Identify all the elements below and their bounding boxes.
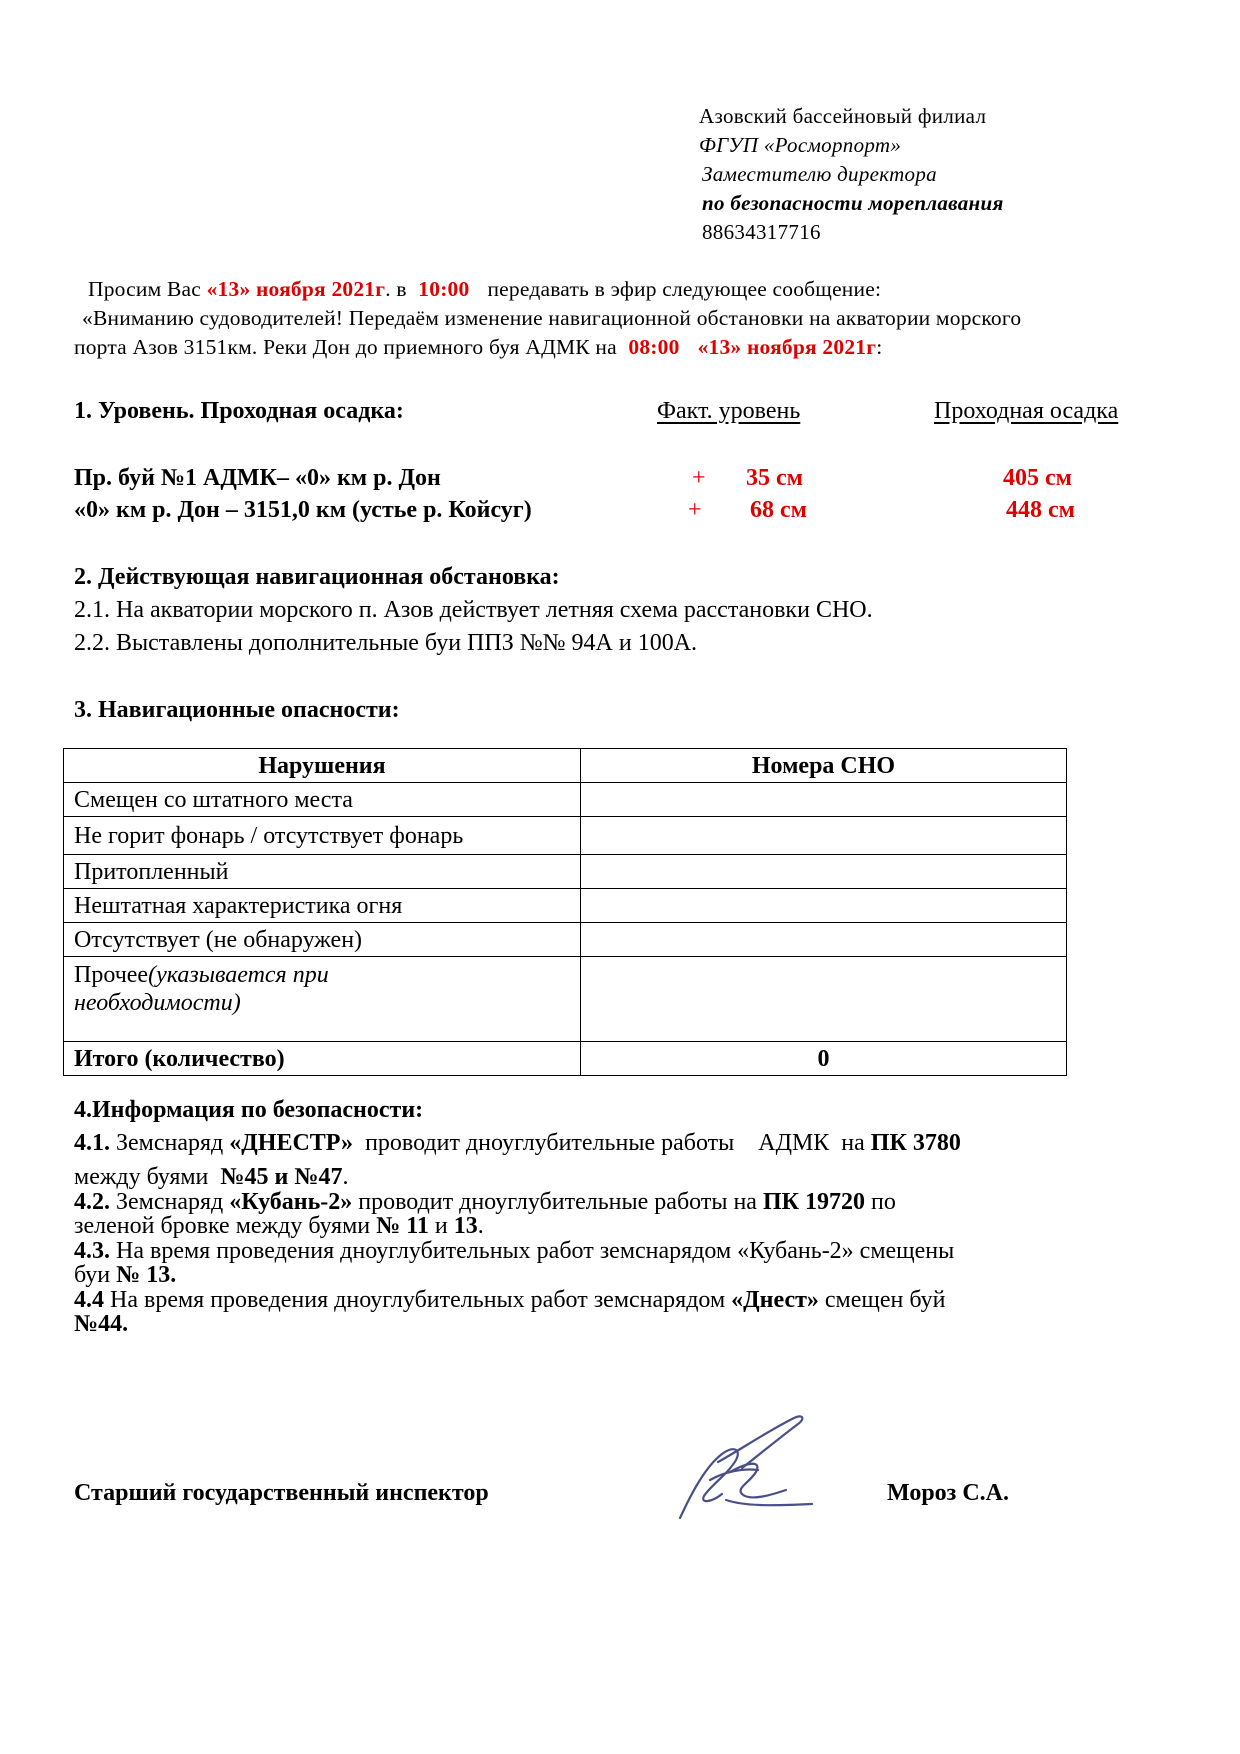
col-fact-level: Факт. уровень [657,398,801,424]
section4-item-1-cont [74,1164,348,1191]
section2-heading: 2. Действующая навигационная обстановка: [74,564,560,590]
addressee-line-2: ФГУП «Росморпорт» [699,133,902,157]
level-row-place: «0» км р. Дон – 3151,0 км (устье р. Койсуг) [74,497,532,523]
pk-value: ПК 19720 [762,1189,866,1215]
section3-heading: 3. Навигационные опасности: [74,697,400,723]
item-text: На время проведения дноуглубительных работ земснарядом «Кубань-2» смещены [110,1238,955,1264]
item-text: между буями [74,1164,221,1190]
request-text: передавать в эфир следующее сообщение: [487,277,882,301]
item-text: Земснаряд [110,1130,230,1156]
buoy-number: 13 [453,1213,478,1239]
table-header-sno: Номера СНО [581,749,1067,783]
table-cell-value [581,783,1067,817]
item-text: смещен буй [818,1287,946,1313]
table-cell-other-label [64,957,581,1042]
table-cell-value [581,855,1067,889]
item-text: . [477,1213,484,1239]
item-text: Земснаряд [110,1189,230,1215]
table-cell-label: Не горит фонарь / отсутствует фонарь [64,817,581,855]
addressee-phone: 88634317716 [702,220,821,244]
item-number: 4.3. [74,1238,110,1264]
table-row-other [64,957,1067,1042]
request-date: «13» ноября 2021г [697,335,877,359]
level-row-sign: + [692,465,706,491]
signatory-name: Мороз С.А. [887,1480,1009,1506]
other-note: необходимости) [74,990,241,1016]
table-row [64,783,1067,817]
section4-item-4 [74,1287,946,1314]
vessel-name: «Днест» [731,1287,819,1313]
item-text: проводит дноуглубительные работы АДМК на [353,1130,871,1156]
table-row [64,817,1067,855]
col-pass-draft: Проходная осадка [934,398,1119,424]
level-row-place: Пр. буй №1 АДМК– «0» км р. Дон [74,465,441,491]
request-time: 10:00 [418,277,470,301]
section4-item-4-cont [74,1311,128,1338]
section1-heading: 1. Уровень. Проходная осадка: [74,398,404,424]
section4-item-3-cont [74,1262,176,1289]
buoy-number: №44. [74,1311,129,1337]
level-row-level: 68 см [750,497,807,523]
item-text: и [428,1213,454,1239]
item-text: зеленой бровке между буями [74,1213,377,1239]
request-text: Просим Вас [88,277,207,301]
level-row-draft: 448 см [1006,497,1075,523]
table-cell-label: Смещен со штатного места [64,783,581,817]
request-text: . в [385,277,413,301]
item-number: 4.2. [74,1189,110,1215]
hazards-table [63,748,1067,1076]
section4-item-2 [74,1189,896,1216]
request-line-2: «Вниманию судоводителей! Передаём изменение навигационной обстановки на акватории морского [82,306,1022,330]
addressee-line-3: Заместителю директора [702,162,937,186]
other-label: Прочее [74,962,149,988]
level-row-sign: + [688,497,702,523]
section4-heading: 4.Информация по безопасности: [74,1097,424,1123]
addressee-line-1: Азовский бассейновый филиал [699,104,987,128]
request-time: 08:00 [628,335,680,359]
table-cell-value [581,957,1067,1042]
table-header-violations: Нарушения [64,749,581,783]
request-text: порта Азов 3151км. Реки Дон до приемного буя АДМК на [74,335,623,359]
item-text: буи [74,1262,117,1288]
section4-item-3 [74,1238,954,1265]
section2-item-2: 2.2. Выставлены дополнительные буи ППЗ №№ 94А и 100А. [74,630,698,656]
table-cell-label: Отсутствует (не обнаружен) [64,923,581,957]
request-text: : [876,335,883,359]
item-number: 4.1. [74,1130,110,1156]
table-row [64,923,1067,957]
vessel-name: «Кубань-2» [229,1189,353,1215]
table-header-row [64,749,1067,783]
request-date: «13» ноября 2021г [206,277,386,301]
table-row [64,889,1067,923]
table-cell-label: Притопленный [64,855,581,889]
item-text: . [342,1164,349,1190]
request-line-1 [88,277,881,302]
table-row [64,855,1067,889]
item-text: На время проведения дноуглубительных работ земснарядом [104,1287,732,1313]
buoy-number: № 11 [376,1213,429,1239]
buoy-number: № 13. [116,1262,177,1288]
request-line-3 [74,335,882,360]
table-cell-value [581,817,1067,855]
signatory-position: Старший государственный инспектор [74,1480,489,1506]
pk-value: ПК 3780 [870,1130,961,1156]
table-cell-label: Нештатная характеристика огня [64,889,581,923]
table-total-label: Итого (количество) [64,1042,581,1076]
section4-item-1 [74,1130,961,1157]
table-total-value: 0 [581,1042,1067,1076]
addressee-line-4: по безопасности мореплавания [702,191,1004,215]
level-row-level: 35 см [746,465,803,491]
level-row-draft: 405 см [1003,465,1072,491]
table-cell-value [581,923,1067,957]
handwritten-signature [670,1410,820,1530]
item-text: проводит дноуглубительные работы на [352,1189,763,1215]
vessel-name: «ДНЕСТР» [229,1130,354,1156]
table-total-row [64,1042,1067,1076]
buoy-numbers: №45 и №47 [220,1164,343,1190]
other-note: (указывается при [148,962,329,988]
section2-item-1: 2.1. На акватории морского п. Азов действует летняя схема расстановки СНО. [74,597,873,623]
section4-item-2-cont [74,1213,484,1240]
item-text: по [865,1189,896,1215]
table-cell-value [581,889,1067,923]
item-number: 4.4 [74,1287,104,1313]
